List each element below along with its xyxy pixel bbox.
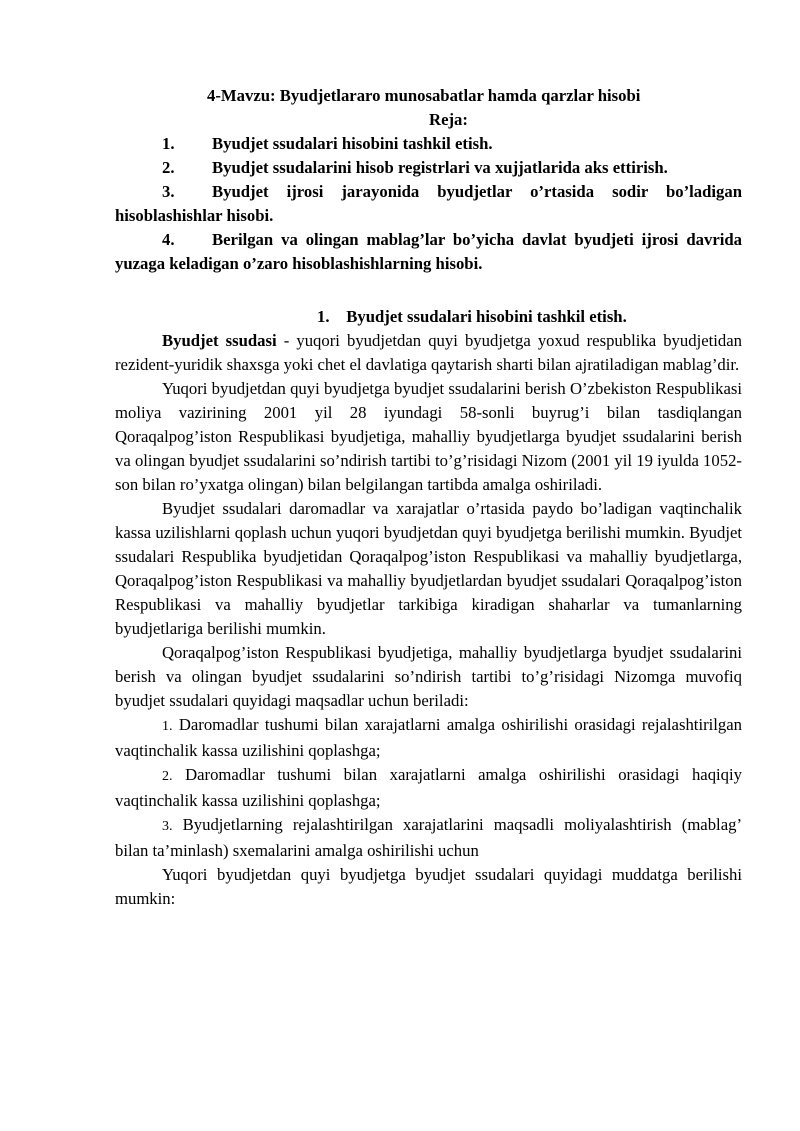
page-title: 4-Mavzu: Byudjetlararo munosabatlar hamda qarzlar hisobi	[207, 86, 641, 105]
plan-item: 4. Berilgan va olingan mablag’lar bo’yicha davlat byudjeti ijrosi davrida yuzaga keladigan o’zaro hisoblashishlarning hisobi.	[115, 230, 742, 273]
list-item: 1. Daromadlar tushumi bilan xarajatlarni amalga oshirilishi orasidagi rejalashtirilgan vaqtinchalik kassa uzilishini qoplashga;	[115, 715, 742, 760]
definition-paragraph: Byudjet ssudasi - yuqori byudjetdan quyi byudjetga yoxud respublika byudjetidan rezident-yuridik shaxsga yoki chet el davlatiga qaytarish sharti bilan ajratiladigan mablag’dir.	[115, 331, 742, 374]
plan-item: 2. Byudjet ssudalarini hisob registrlari va xujjatlarida aks ettirish.	[162, 158, 668, 177]
plan-item: 1. Byudjet ssudalari hisobini tashkil etish.	[162, 134, 493, 153]
body-paragraph: Qoraqalpog’iston Respublikasi byudjetiga, mahalliy byudjetlarga byudjet ssudalarini berish va olingan byudjet ssudalarini so’ndirish tartibi to’g’risidagi Nizomga muvofiq byudjet ssudalari quyidagi maqsadlar uchun beriladi:	[115, 643, 742, 710]
section-heading: 1. Byudjet ssudalari hisobini tashkil etish.	[316, 307, 627, 326]
plan-item: 3. Byudjet ijrosi jarayonida byudjetlar o’rtasida sodir bo’ladigan hisoblashishlar hisobi.	[115, 182, 742, 225]
definition-term: Byudjet ssudasi	[162, 331, 277, 350]
plan-heading: Reja:	[429, 110, 468, 129]
body-paragraph: Byudjet ssudalari daromadlar va xarajatlar o’rtasida paydo bo’ladigan vaqtinchalik kassa uzilishlarni qoplash uchun yuqori byudjetdan quyi byudjetga berilishi mumkin. Byudjet ssudalari Respublika byudjetidan Qoraqalpog’iston Respublikasi va mahalliy byudjetlarga, Qoraqalpog’iston Respublikasi va mahalliy byudjetlardan byudjet ssudalari Qoraqalpog’iston Respublikasi va mahalliy byudjetlar tarkibiga kiradigan shaharlar va tumanlarning byudjetlariga berilishi mumkin.	[115, 499, 742, 638]
body-paragraph: Yuqori byudjetdan quyi byudjetga byudjet ssudalarini berish O’zbekiston Respublikasi moliya vazirining 2001 yil 28 iyundagi 58-sonli buyrug’i bilan tasdiqlangan Qoraqalpog’iston Respublikasi byudjetiga, mahalliy byudjetlarga byudjet ssudalarini berish va olingan byudjet ssudalarini so’ndirish tartibi to’g’risidagi Nizom (2001 yil 19 iyulda 1052-son bilan ro’yxatga olingan) bilan belgilangan tartibda amalga oshiriladi.	[115, 379, 742, 494]
list-item: 2. Daromadlar tushumi bilan xarajatlarni amalga oshirilishi orasidagi haqiqiy vaqtinchalik kassa uzilishini qoplashga;	[115, 765, 742, 810]
list-item: 3. Byudjetlarning rejalashtirilgan xarajatlarini maqsadli moliyalashtirish (mablag’ bilan ta’minlash) sxemalarini amalga oshirilishi uchun	[115, 815, 742, 860]
body-paragraph: Yuqori byudjetdan quyi byudjetga byudjet ssudalari quyidagi muddatga berilishi mumkin:	[115, 865, 742, 908]
document-page	[115, 82, 742, 911]
